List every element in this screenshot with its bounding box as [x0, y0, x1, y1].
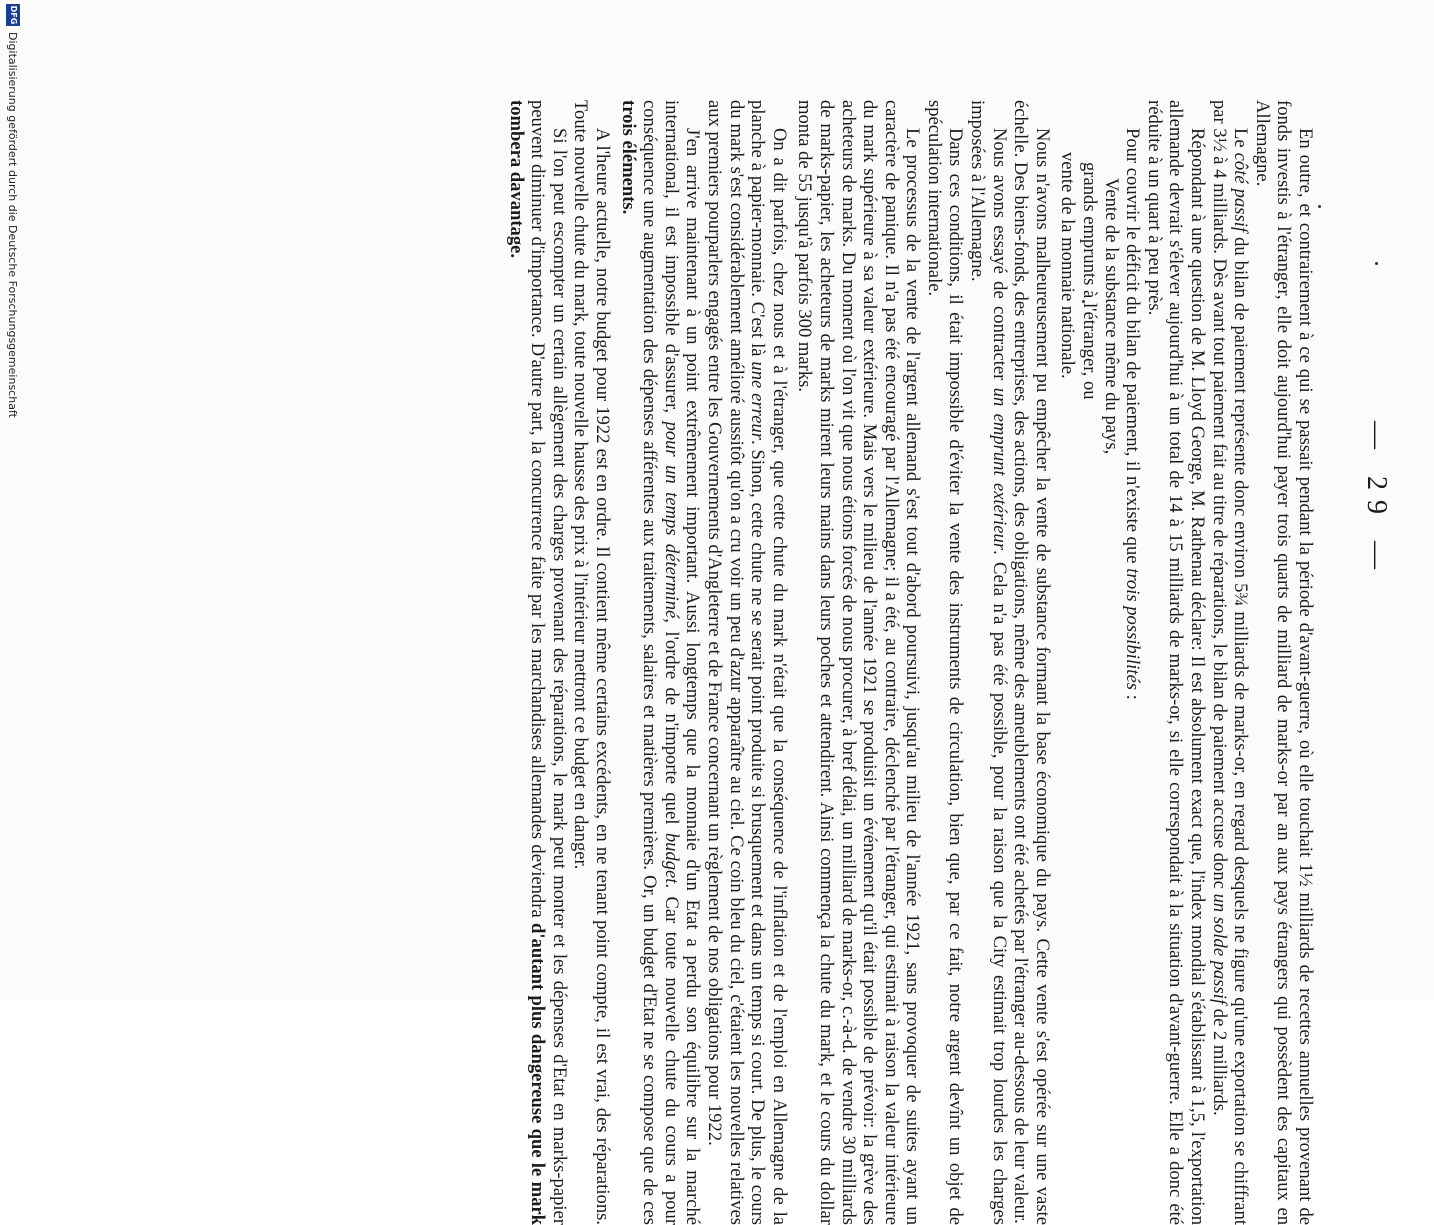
- emphasis: une erreur: [747, 361, 769, 440]
- digitization-credit: [0, 0, 26, 1004]
- dfg-logo-icon: DFG: [6, 4, 20, 26]
- list-item: grands emprunts à l'étranger, ou: [1079, 162, 1101, 400]
- bold-text: d'autant plus dangereuse que le mark tombera davantage.: [505, 100, 549, 1225]
- paragraph: Le côté passif du bilan de paiement représente donc environ 5¾ milliards de marks-or, en regard desquels ne figure qu'une exportation se chiffrant par 3½ à 4 milliards. Dès avant tout paiement fait au titre de réparations, le bilan de paiement accuse donc un solde passif de 2 milliards.: [1208, 100, 1252, 1225]
- emphasis: côté passif: [1230, 152, 1252, 233]
- paragraph: J'en arrive maintenant à un point extrêmement important. Aussi longtemps que la monnaie d'un Etat a perdu son équilibre sur la marché international, il est impossible d'assurer, pour un temps déterminé, l'ordre de n'importe quel budget. Car toute nouvelle chute du cours a pour conséquence une augmentation des dépenses afférentes aux traitements, salaires et matières premières. Or, un budget d'Etat ne se compose que de ces trois éléments.: [617, 100, 704, 1225]
- paragraph: Dans ces conditions, il était impossible d'éviter la vente des instruments de circulation, bien que, par ce fait, notre argent devînt un objet de spéculation internationale.: [923, 100, 967, 1225]
- paragraph: Nous n'avons malheureusement pu empêcher la vente de substance formant la base économique du pays. Cette vente s'est opérée sur une vaste échelle. Des biens-fonds, des entreprises, des actions, des obligations, même des ameublements ont été achetés par l'étranger au-dessous de leur valeur.: [1010, 100, 1053, 1225]
- emphasis: pour un temps déterminé: [660, 421, 682, 619]
- bold-text: trois éléments.: [617, 100, 639, 215]
- paragraph: Le processus de la vente de l'argent allemand s'est tout d'abord poursuivi, jusqu'au milieu de l'année 1921, sans provoquer de suites ayant un caractère de panique. Il n'a pas été encouragé par l'Allemagne; il a été, au contraire, déclenché par l'étranger, qui estimait à raison la valeur intérieure du mark supérieure à sa valeur extérieure. Mais vers le milieu de l'année 1921 se produisit un événement qu'il était possible de prévoir: la grève des acheteurs de marks. Du moment où l'on vit que nous étions forcés de nous procurer, à bref délai, un milliard de marks-or, c.-à-d. de vendre 30 milliards de marks-papier, les acheteurs de marks mirent leurs mains dans leurs poches et attendirent. Ainsi commença la chute du mark, et le cours du dollar monta de 55 jusqu'à parfois 300 marks.: [794, 100, 924, 1225]
- paragraph: A l'heure actuelle, notre budget pour 1922 est en ordre. Il contient même certains excédents, en ne tenant point compte, il est vrai, des réparations. Toute nouvelle chute du mark, toute nouvelle hausse des prix à l'intérieur mettront ce budget en danger.: [570, 100, 613, 1225]
- possibilities-list: [1057, 100, 1122, 1225]
- emphasis: budget: [660, 832, 682, 884]
- document-body: [505, 100, 1316, 1225]
- emphasis: un emprunt extérieur: [988, 387, 1010, 551]
- emphasis: un solde passif: [1208, 893, 1230, 1005]
- paragraph: En outre, et contrairement à ce qui se passait pendant la période d'avant-guerre, où elle touchait 1½ milliards de recettes annuelles provenant de fonds investis à l'étranger, elle doit aujourd'hui payer trois quarts de milliard de marks-or par an aux pays étrangers qui possèdent des capitaux en Allemagne.: [1251, 100, 1316, 1225]
- credit-text: Digitalisierung gefördert durch die Deutsche Forschungsgemeinschaft: [6, 32, 20, 418]
- list-item: Vente de la substance même du pays,: [1100, 178, 1122, 455]
- paragraph: On a dit parfois, chez nous et à l'étranger, que cette chute du mark n'était que la conséquence de l'inflation et de l'emploi en Allemagne de la planche à papier-monnaie. C'est là une erreur. Sinon, cette chute ne se serait point produite si brusquement et dans un temps si court. De plus, le cours du mark s'est considérablement amélioré aussitôt qu'on a cru voir un peu d'azur apparaître au ciel. Ce coin bleu du ciel, c'étaient les nouvelles relatives aux premiers pourparlers engagés entre les Gouvernements d'Angleterre et de France concernant un règlement de nos obligations pour 1922.: [703, 100, 790, 1225]
- paragraph: Répondant à une question de M. Lloyd George, M. Rathenau déclare: Il est absolument exact que, l'index mondial s'établissant à 1,5, l'exportation allemande devrait s'élever aujourd'hui à un total de 14 à 15 milliards de marks-or, si elle correspondait à la situation d'avant-guerre. Elle a donc été réduite à un quart à peu près.: [1143, 100, 1209, 1225]
- paragraph: Si l'on peut escompter un certain allègement des charges provenant des réparations, le mark peut monter et les dépenses d'Etat en marks-papier peuvent diminuer d'importance. D'autre part, la concurrence faite par les marchandises allemandes deviendra d'autant plus dangereuse que le mark tombera davantage.: [505, 100, 570, 1225]
- emphasis: trois possibilités: [1122, 568, 1144, 690]
- page-number: — 29 —: [1361, 421, 1392, 579]
- list-item: vente de la monnaie nationale.: [1057, 152, 1079, 379]
- paragraph: Nous avons essayé de contracter un emprunt extérieur. Cela n'a pas été possible, pour la raison que la City estimait trop lourdes les charges imposées à l'Allemagne.: [967, 100, 1010, 1225]
- paragraph: Pour couvrir le déficit du bilan de paiement, il n'existe que trois possibilités :: [1122, 128, 1144, 700]
